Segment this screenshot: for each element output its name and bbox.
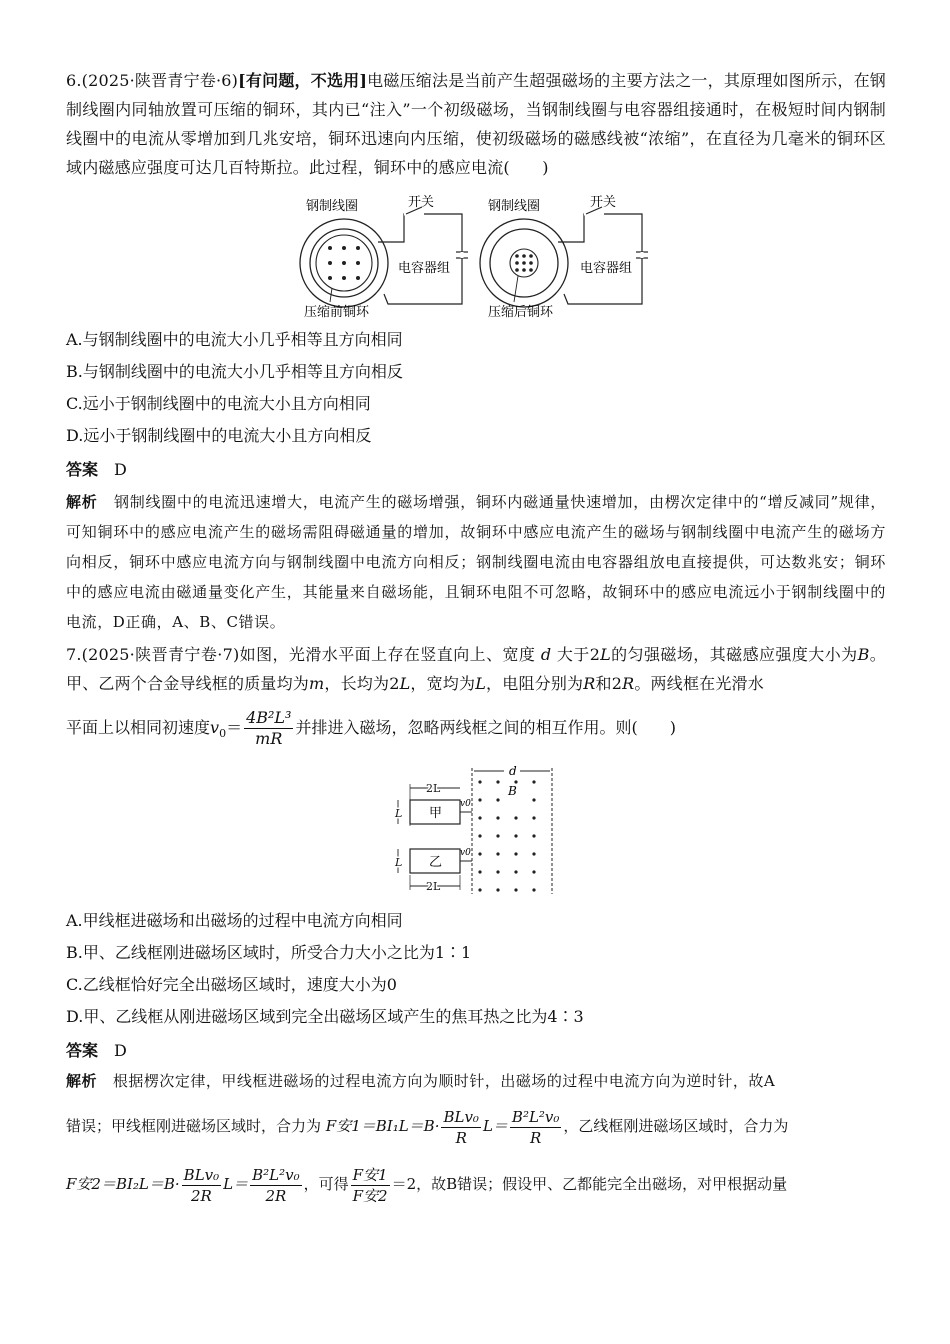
field-dots bbox=[478, 780, 535, 891]
q6-option-b: B.与钢制线圈中的电流大小几乎相等且方向相反 bbox=[66, 362, 403, 381]
right-caption: 压缩后铜环 bbox=[488, 305, 554, 320]
right-coil-label: 钢制线圈 bbox=[488, 199, 541, 214]
frame-yi-label: 乙 bbox=[429, 855, 443, 870]
q7-analysis-line1: 解析 根据楞次定律，甲线框进磁场的过程电流方向为顺时针，出磁场的过程中电流方向为逆时针，故A bbox=[66, 1072, 776, 1090]
bottom-velocity-label: v0 bbox=[460, 848, 471, 858]
q6-option-c: C.远小于钢制线圈中的电流大小且方向相同 bbox=[66, 394, 371, 413]
q7-analysis-line3: F安2＝BI₂L＝B· $\frac{\text{BLv₀}}{2R}$ L＝ $\frac{\text{B²L²v₀}}{2R}$ ，可得 $\frac{\text{F安1}}{\text{F安2}}$ ＝2，故B错误；假设甲、乙都能完全出磁场，对甲根据动量 bbox=[66, 1165, 788, 1205]
top-velocity-label: v0 bbox=[460, 799, 471, 809]
bottom-length-label: 2L bbox=[426, 880, 441, 893]
top-width-label: L bbox=[395, 807, 403, 820]
q6-analysis bbox=[66, 487, 886, 637]
q6-analysis-text: 钢制线圈中的电流迅速增大，电流产生的磁场增强，铜环内磁通量快速增加，由楞次定律中的“增反减同”规律，可知铜环中的感应电流产生的磁场需阻碍磁通量的增加，故铜环中感应电流产生的磁场与钢制线圈中电流产生的磁场方向相反，铜环中感应电流方向与钢制线圈中电流方向相反；钢制线圈电流由电容器组放电直接提供，可达数兆安；铜环中的感应电流由磁通量变化产生，其能量来自磁场能，且铜环电阻不可忽略，故铜环中的感应电流远小于钢制线圈中的电流，D正确，A、B、C错误。 bbox=[66, 493, 887, 631]
q7-stem: 7.(2025·陕晋青宁卷·7)如图，光滑水平面上存在竖直向上、宽度 d 大于2L的匀强磁场，其磁感应强度大小为B。甲、乙两个合金导线框的质量均为m，长均为2L，宽均为L，电阻分别为R和2R。两线框在光滑水 bbox=[66, 645, 886, 693]
q7-option-b: B.甲、乙线框刚进磁场区域时，所受合力大小之比为1∶1 bbox=[66, 943, 472, 962]
bottom-width-label: L bbox=[395, 856, 403, 869]
q7-analysis-line2: 错误；甲线框刚进磁场区域时，合力为 F安1＝BI₁L＝B· $\frac{\text{BLv₀}}{R}$ L＝ $\frac{\text{B²L²v₀}}{R}$ ，乙线框刚进磁场区域时，合力为 bbox=[66, 1107, 789, 1147]
q6-tag: [有问题，不选用] bbox=[238, 71, 368, 90]
q7-v0-fraction: $\frac{\text{4B²L³}}{mR}$ bbox=[246, 708, 292, 748]
left-switch-label: 开关 bbox=[408, 195, 435, 210]
q7-option-d: D.甲、乙线框从刚进磁场区域到完全出磁场区域产生的焦耳热之比为4∶3 bbox=[66, 1007, 584, 1026]
d-label: d bbox=[509, 764, 517, 778]
q6-source: (2025·陕晋青宁卷·6) bbox=[81, 71, 239, 90]
q7-answer bbox=[66, 1038, 127, 1061]
q6-answer bbox=[66, 457, 127, 480]
right-field-dots bbox=[515, 254, 533, 272]
top-length-label: 2L bbox=[426, 782, 441, 795]
q7-figure bbox=[392, 760, 562, 898]
q7-answer-value: D bbox=[114, 1041, 127, 1060]
q6-figure-right bbox=[480, 195, 648, 320]
q6-figure-left bbox=[300, 195, 468, 320]
left-coil-label: 钢制线圈 bbox=[306, 199, 359, 214]
frame-jia-label: 甲 bbox=[429, 806, 443, 821]
q6-number: 6. bbox=[66, 71, 82, 90]
right-capacitor-label: 电容器组 bbox=[580, 261, 633, 276]
B-label: B bbox=[508, 784, 517, 798]
q7-answer-label: 答案 bbox=[66, 1041, 99, 1060]
q7-option-c: C.乙线框恰好完全出磁场区域时，速度大小为0 bbox=[66, 975, 397, 994]
q7-stem-line3: 平面上以相同初速度$v_0=$ $\frac{\text{4B²L³}}{mR}$ 并排进入磁场，忽略两线框之间的相互作用。则( ) bbox=[66, 708, 676, 748]
q7-option-a: A.甲线框进磁场和出磁场的过程中电流方向相同 bbox=[66, 911, 403, 930]
right-switch-label: 开关 bbox=[590, 195, 617, 210]
q6-answer-value: D bbox=[114, 460, 127, 479]
q6-figure bbox=[292, 194, 672, 322]
q6-stem bbox=[66, 66, 886, 182]
left-capacitor-label: 电容器组 bbox=[398, 261, 451, 276]
q6-stem-text: 电磁压缩法是当前产生超强磁场的主要方法之一，其原理如图所示，在钢制线圈内同轴放置可压缩的铜环，其内已“注入”一个初级磁场，当钢制线圈与电容器组接通时，在极短时间内钢制线圈中的电流从零增加到几兆安培，铜环迅速向内压缩，使初级磁场的磁感线被“浓缩”，在直径为几毫米的铜环区域内磁感应强度可达几百特斯拉。此过程，铜环中的感应电流( ) bbox=[66, 71, 886, 177]
left-field-dots bbox=[328, 246, 360, 280]
q6-analysis-label: 解析 bbox=[66, 493, 98, 511]
q6-option-d: D.远小于钢制线圈中的电流大小且方向相反 bbox=[66, 426, 372, 445]
left-caption: 压缩前铜环 bbox=[304, 305, 370, 320]
q7-analysis-label: 解析 bbox=[66, 1072, 98, 1090]
q6-answer-label: 答案 bbox=[66, 460, 99, 479]
q6-option-a: A.与钢制线圈中的电流大小几乎相等且方向相同 bbox=[66, 330, 403, 349]
